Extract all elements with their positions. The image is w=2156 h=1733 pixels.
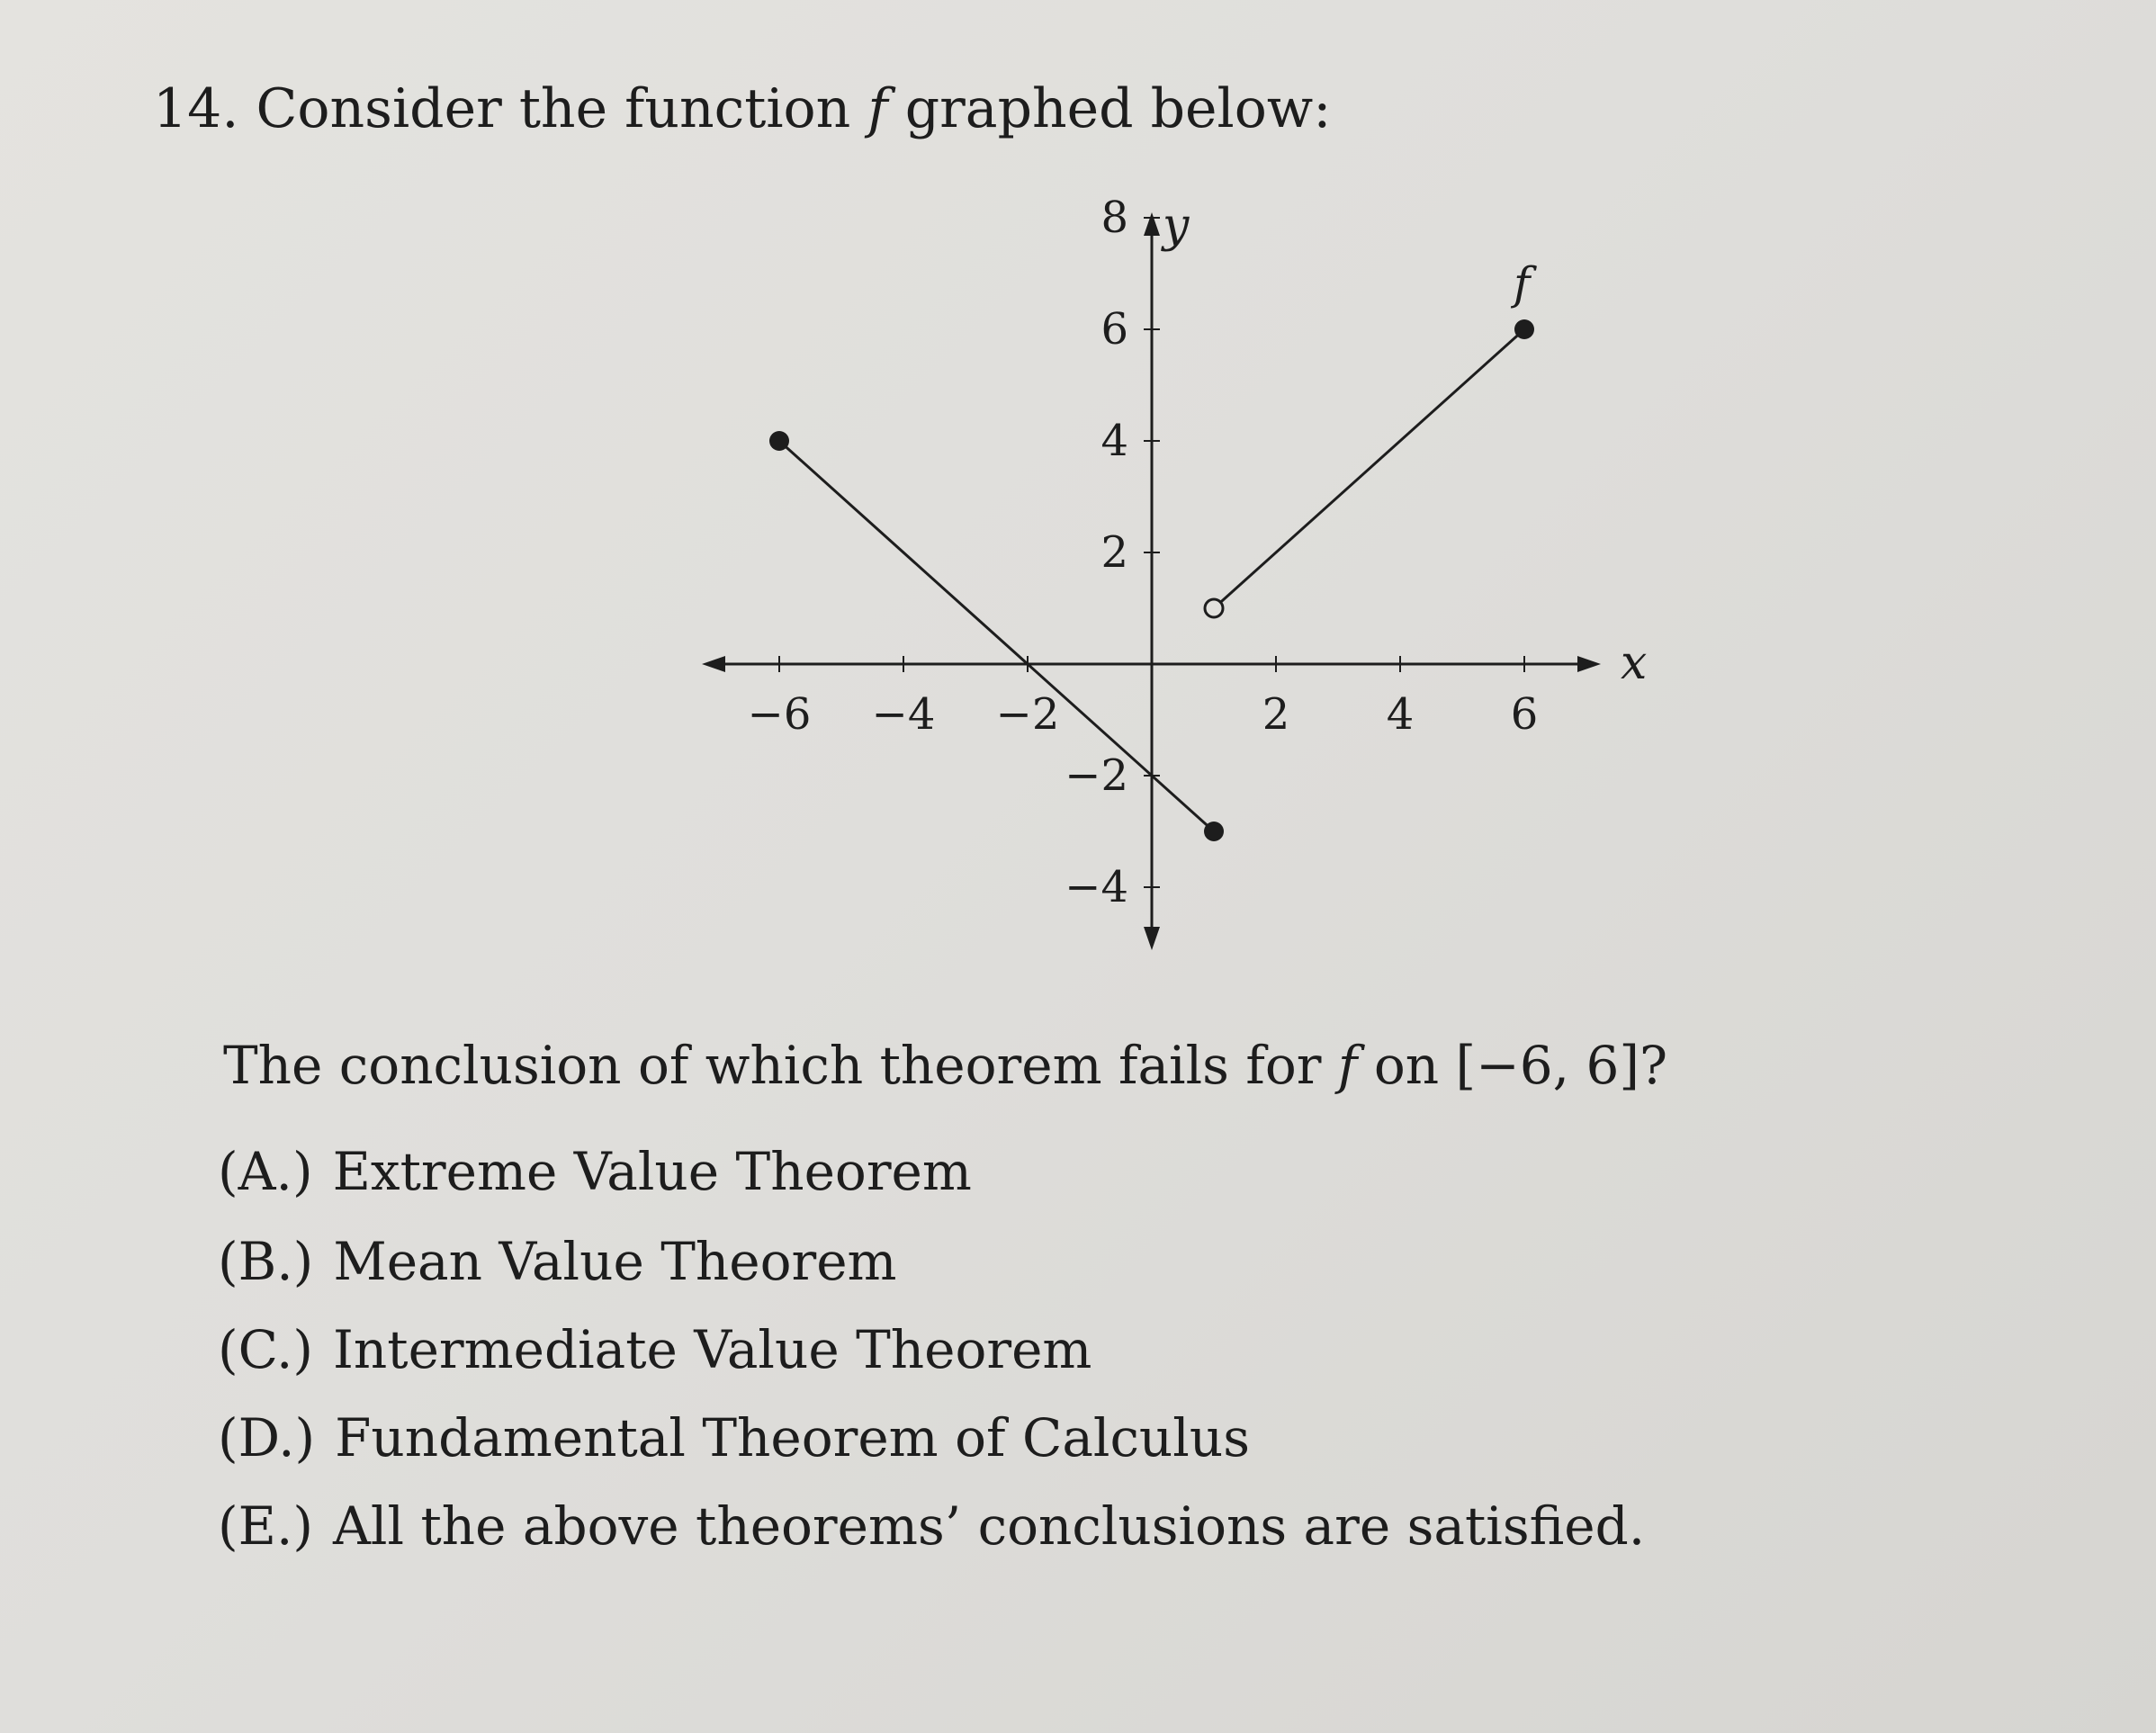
choice-letter: (D.) bbox=[218, 1407, 316, 1468]
function-graph bbox=[684, 189, 1692, 981]
open-endpoint bbox=[1205, 599, 1223, 617]
y-axis-arrow-down bbox=[1144, 927, 1160, 950]
question-prompt bbox=[223, 1035, 1667, 1096]
question-text-start: Consider the function bbox=[256, 77, 851, 140]
choice-e[interactable] bbox=[218, 1495, 1645, 1557]
axes bbox=[702, 212, 1601, 950]
choice-d[interactable] bbox=[218, 1407, 1250, 1468]
x-tick-label: 2 bbox=[1262, 689, 1290, 740]
choice-letter: (C.) bbox=[218, 1319, 314, 1380]
closed-endpoint bbox=[769, 431, 789, 451]
choice-letter: (B.) bbox=[218, 1231, 314, 1292]
function-label: f bbox=[1514, 257, 1531, 310]
question-text-end: graphed below: bbox=[904, 77, 1332, 140]
y-tick-label: 4 bbox=[1100, 416, 1128, 466]
choice-text: Fundamental Theorem of Calculus bbox=[335, 1407, 1250, 1468]
x-tick-label: −2 bbox=[995, 689, 1060, 740]
question-number: 14. bbox=[153, 77, 239, 140]
choice-a[interactable] bbox=[218, 1141, 972, 1202]
choice-text: Intermediate Value Theorem bbox=[333, 1319, 1092, 1380]
y-tick-label: 6 bbox=[1100, 304, 1128, 355]
x-axis-arrow-right bbox=[1577, 656, 1601, 672]
tick-labels bbox=[748, 193, 1539, 912]
choice-text: Mean Value Theorem bbox=[333, 1231, 897, 1292]
choice-text: All the above theorems’ conclusions are satisfied. bbox=[333, 1495, 1646, 1557]
function-name: f bbox=[867, 77, 888, 140]
y-tick-label: 2 bbox=[1100, 527, 1128, 578]
x-tick-label: −6 bbox=[747, 689, 812, 740]
y-tick-label: −4 bbox=[1065, 862, 1128, 912]
x-tick-label: 4 bbox=[1386, 689, 1415, 740]
closed-endpoint bbox=[1514, 319, 1534, 339]
closed-endpoint bbox=[1204, 822, 1224, 841]
choice-b[interactable] bbox=[218, 1231, 897, 1292]
choice-text: Extreme Value Theorem bbox=[332, 1141, 972, 1202]
x-axis-arrow-left bbox=[702, 656, 725, 672]
prompt-text-start: The conclusion of which theorem fails for bbox=[223, 1035, 1322, 1096]
function-segment bbox=[1214, 329, 1524, 608]
y-axis-label: y bbox=[1163, 199, 1190, 253]
function-segment bbox=[779, 441, 1214, 831]
y-axis-arrow-up bbox=[1144, 212, 1160, 236]
prompt-text-end: on [−6, 6]? bbox=[1373, 1035, 1668, 1096]
x-tick-label: 6 bbox=[1510, 689, 1539, 740]
choice-letter: (E.) bbox=[218, 1495, 314, 1557]
prompt-function-name: f bbox=[1337, 1035, 1358, 1096]
choice-c[interactable] bbox=[218, 1319, 1091, 1380]
question-header bbox=[153, 77, 1331, 140]
choice-letter: (A.) bbox=[218, 1141, 313, 1202]
x-axis-label: x bbox=[1621, 636, 1648, 690]
x-tick-label: −4 bbox=[871, 689, 936, 740]
y-tick-label: −2 bbox=[1065, 750, 1128, 801]
y-tick-label: 8 bbox=[1100, 193, 1128, 243]
